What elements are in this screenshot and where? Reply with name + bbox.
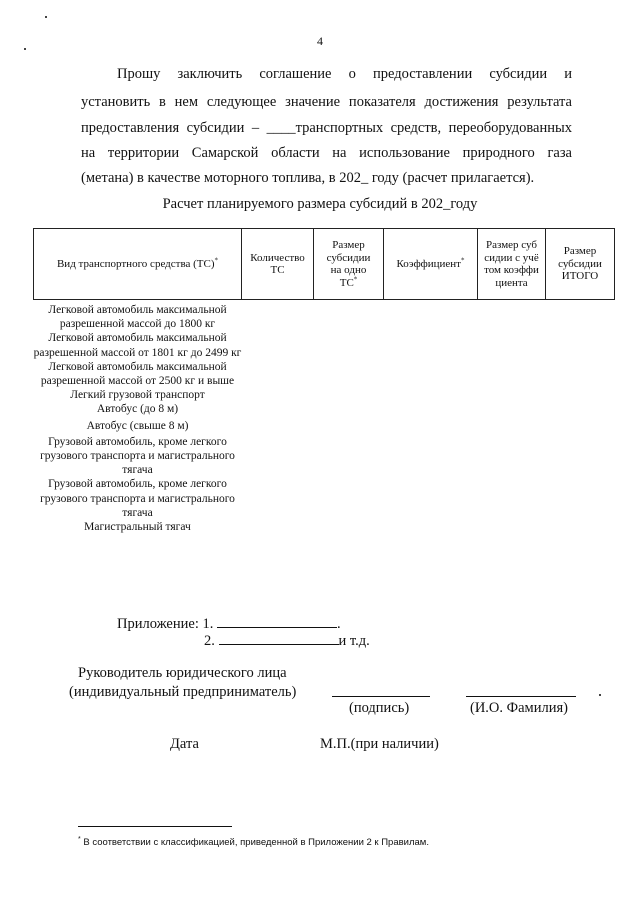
attachment-line-1: Приложение: 1. . — [117, 616, 341, 632]
header-coefficient: Коэффициент* — [384, 229, 478, 299]
vehicle-row: Автобус (свыше 8 м) — [86, 419, 189, 432]
header-subsidy-with-coefficient: Размер субсидии с учётом коэффициента — [478, 229, 546, 299]
vehicle-type-list — [33, 303, 242, 534]
table-title: Расчет планируемого размера субсидий в 202_году — [162, 196, 478, 212]
vehicle-row: Легковой автомобиль максимальной разрешенной массой от 1801 кг до 2499 кг — [33, 332, 242, 359]
paragraph-line-4: на территории Самарской области на использование природного газа — [81, 145, 572, 161]
paragraph-line-3: предоставления субсидии – ____транспортных средств, переоборудованных — [81, 120, 572, 136]
footnote-text: В соответствии с классификацией, приведенной в Приложении 2 к Правилам. — [83, 837, 429, 848]
vehicle-row: Магистральный тягач — [84, 521, 191, 534]
attachment-label: Приложение: — [117, 616, 199, 632]
date-label: Дата — [170, 736, 199, 752]
paragraph-line-2: установить в нем следующее значение показателя достижения результата — [81, 94, 572, 110]
subsidy-table-header — [33, 228, 615, 300]
header-quantity: Количество ТС — [242, 229, 314, 299]
scan-speck — [45, 16, 47, 18]
footnote-mark: * — [78, 835, 81, 843]
vehicle-row: Грузовой автомобиль, кроме легкого грузового транспорта и магистрального тягача — [40, 478, 235, 519]
header-vehicle-type: Вид транспортного средства (ТС)* — [34, 229, 242, 299]
footnote-separator — [78, 826, 232, 827]
page-number: 4 — [317, 34, 323, 48]
vehicle-row: Легковой автомобиль максимальной разрешенной массой до 1800 кг — [48, 304, 227, 331]
vehicle-row: Автобус (до 8 м) — [96, 403, 179, 416]
scan-speck — [599, 694, 601, 696]
vehicle-row: Легкий грузовой транспорт — [70, 389, 205, 402]
signature-line — [332, 696, 430, 697]
attachment-2-field — [219, 631, 339, 645]
footnote — [78, 837, 429, 848]
seal-label: М.П.(при наличии) — [320, 736, 439, 752]
header-subsidy-total: Размер субсидии ИТОГО — [558, 245, 602, 283]
head-title-line-1: Руководитель юридического лица — [78, 665, 287, 681]
vehicle-row: Легковой автомобиль максимальной разрешенной массой от 2500 кг и выше — [40, 360, 235, 388]
name-line — [466, 696, 576, 697]
attachment-line-2: 2. и т.д. — [204, 633, 370, 649]
vehicle-row: Грузовой автомобиль, кроме легкого грузового транспорта и магистрального тягача — [40, 435, 235, 477]
header-subsidy-per-vehicle: Размер субсидии на одно ТС* — [314, 229, 384, 299]
head-title-line-2: (индивидуальный предприниматель) — [69, 684, 297, 700]
signature-caption: (подпись) — [349, 700, 410, 716]
paragraph-line-5: (метана) в качестве моторного топлива, в 202_ году (расчет прилагается). — [81, 170, 535, 186]
attachment-1-field — [217, 614, 337, 628]
paragraph-line-1: Прошу заключить соглашение о предоставлении субсидии и — [117, 66, 572, 82]
name-caption: (И.О. Фамилия) — [470, 700, 568, 716]
